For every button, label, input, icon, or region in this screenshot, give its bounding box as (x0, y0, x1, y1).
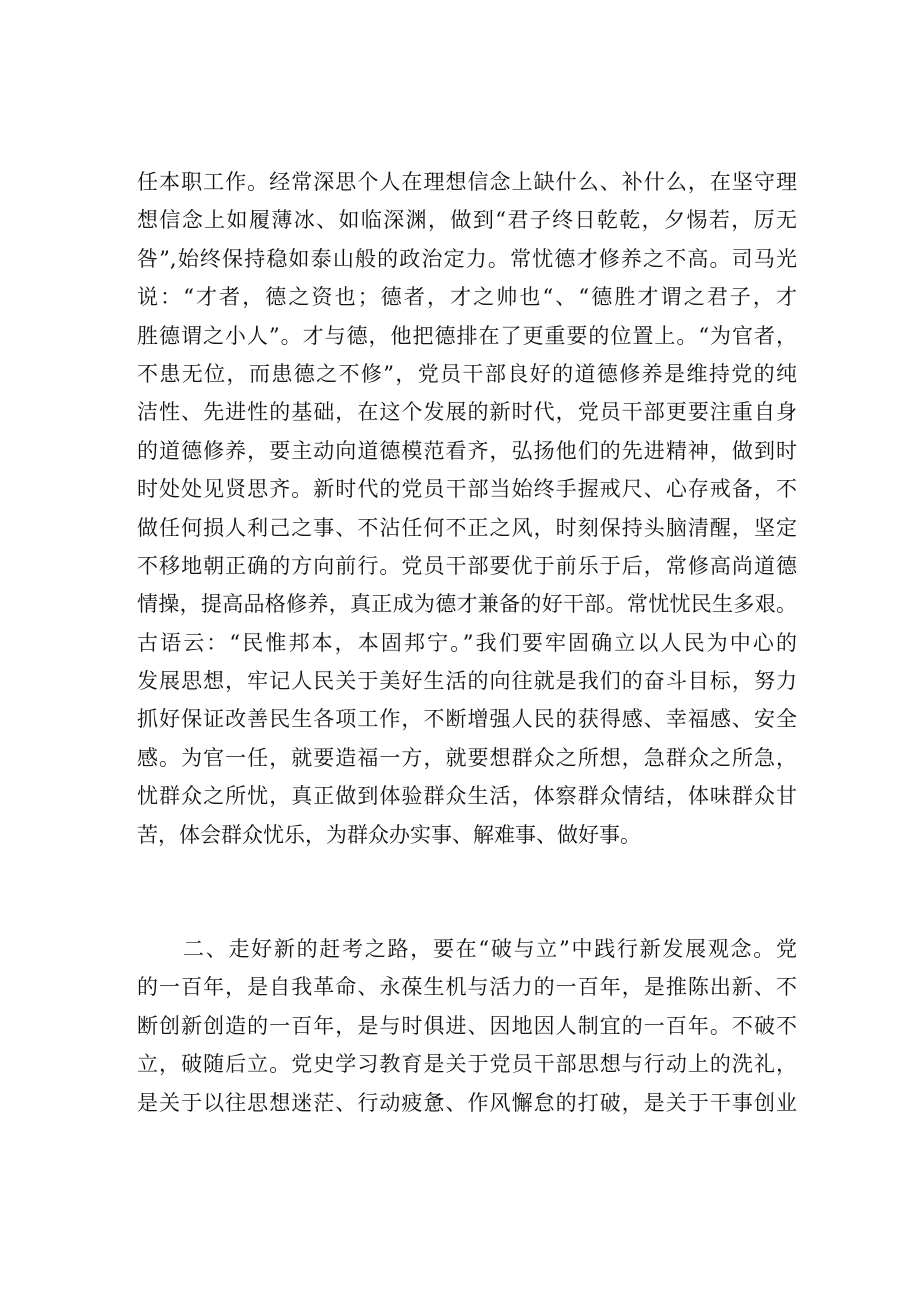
text-line: 抓好保证改善民生各项工作，不断增强人民的获得感、幸福感、安全 (137, 707, 797, 732)
text-line: 洁性、先进性的基础，在这个发展的新时代，党员干部更要注重自身 (137, 400, 797, 425)
text-line: 断创新创造的一百年，是与时俱进、因地因人制宜的一百年。不破不 (137, 1013, 797, 1038)
text-line: 的一百年，是自我革命、永葆生机与活力的一百年，是推陈出新、不 (137, 975, 797, 1000)
text-line: 古语云：“民惟邦本，本固邦宁。”我们要牢固确立以人民为中心的 (137, 630, 797, 655)
text-line: 发展思想，牢记人民关于美好生活的向往就是我们的奋斗目标，努力 (137, 669, 797, 694)
text-line: 胜德谓之小人”。才与德，他把德排在了更重要的位置上。“为官者， (137, 323, 797, 348)
text-line: 不移地朝正确的方向前行。党员干部要优于前乐于后，常修高尚道德 (137, 553, 797, 578)
text-line: 咎”,始终保持稳如泰山般的政治定力。常忧德才修养之不高。司马光 (137, 246, 797, 271)
text-line: 苦，体会群众忧乐，为群众办实事、解难事、做好事。 (137, 822, 641, 847)
text-line: 想信念上如履薄冰、如临深渊，做到“君子终日乾乾，夕惕若，厉无 (137, 208, 797, 233)
text-line: 立，破随后立。党史学习教育是关于党员干部思想与行动上的洗礼， (137, 1052, 797, 1077)
text-line: 说：“才者，德之资也；德者，才之帅也“、“德胜才谓之君子，才 (137, 285, 797, 310)
text-line: 不患无位，而患德之不修”，党员干部良好的道德修养是维持党的纯 (137, 361, 797, 386)
text-line: 感。为官一任，就要造福一方，就要想群众之所想，急群众之所急， (137, 745, 797, 770)
text-line: 是关于以往思想迷茫、行动疲惫、作风懈怠的打破，是关于干事创业 (137, 1090, 797, 1115)
paragraph-2 (137, 930, 797, 1122)
text-line: 时处处见贤思齐。新时代的党员干部当始终手握戒尺、心存戒备，不 (137, 477, 797, 502)
text-line: 做任何损人利己之事、不沾任何不正之风，时刻保持头脑清醒，坚定 (137, 515, 797, 540)
section-heading-line: 二、走好新的赶考之路，要在“破与立”中践行新发展观念。党 (183, 937, 797, 961)
text-line: 忧群众之所忧，真正做到体验群众生活，体察群众情结，体味群众甘 (137, 784, 797, 809)
paragraph-1 (137, 163, 797, 854)
text-line: 情操，提高品格修养，真正成为德才兼备的好干部。常忧忧民生多艰。 (137, 592, 797, 617)
text-line: 任本职工作。经常深思个人在理想信念上缺什么、补什么，在坚守理 (137, 170, 797, 194)
text-line: 的道德修养，要主动向道德模范看齐，弘扬他们的先进精神，做到时 (137, 438, 797, 463)
